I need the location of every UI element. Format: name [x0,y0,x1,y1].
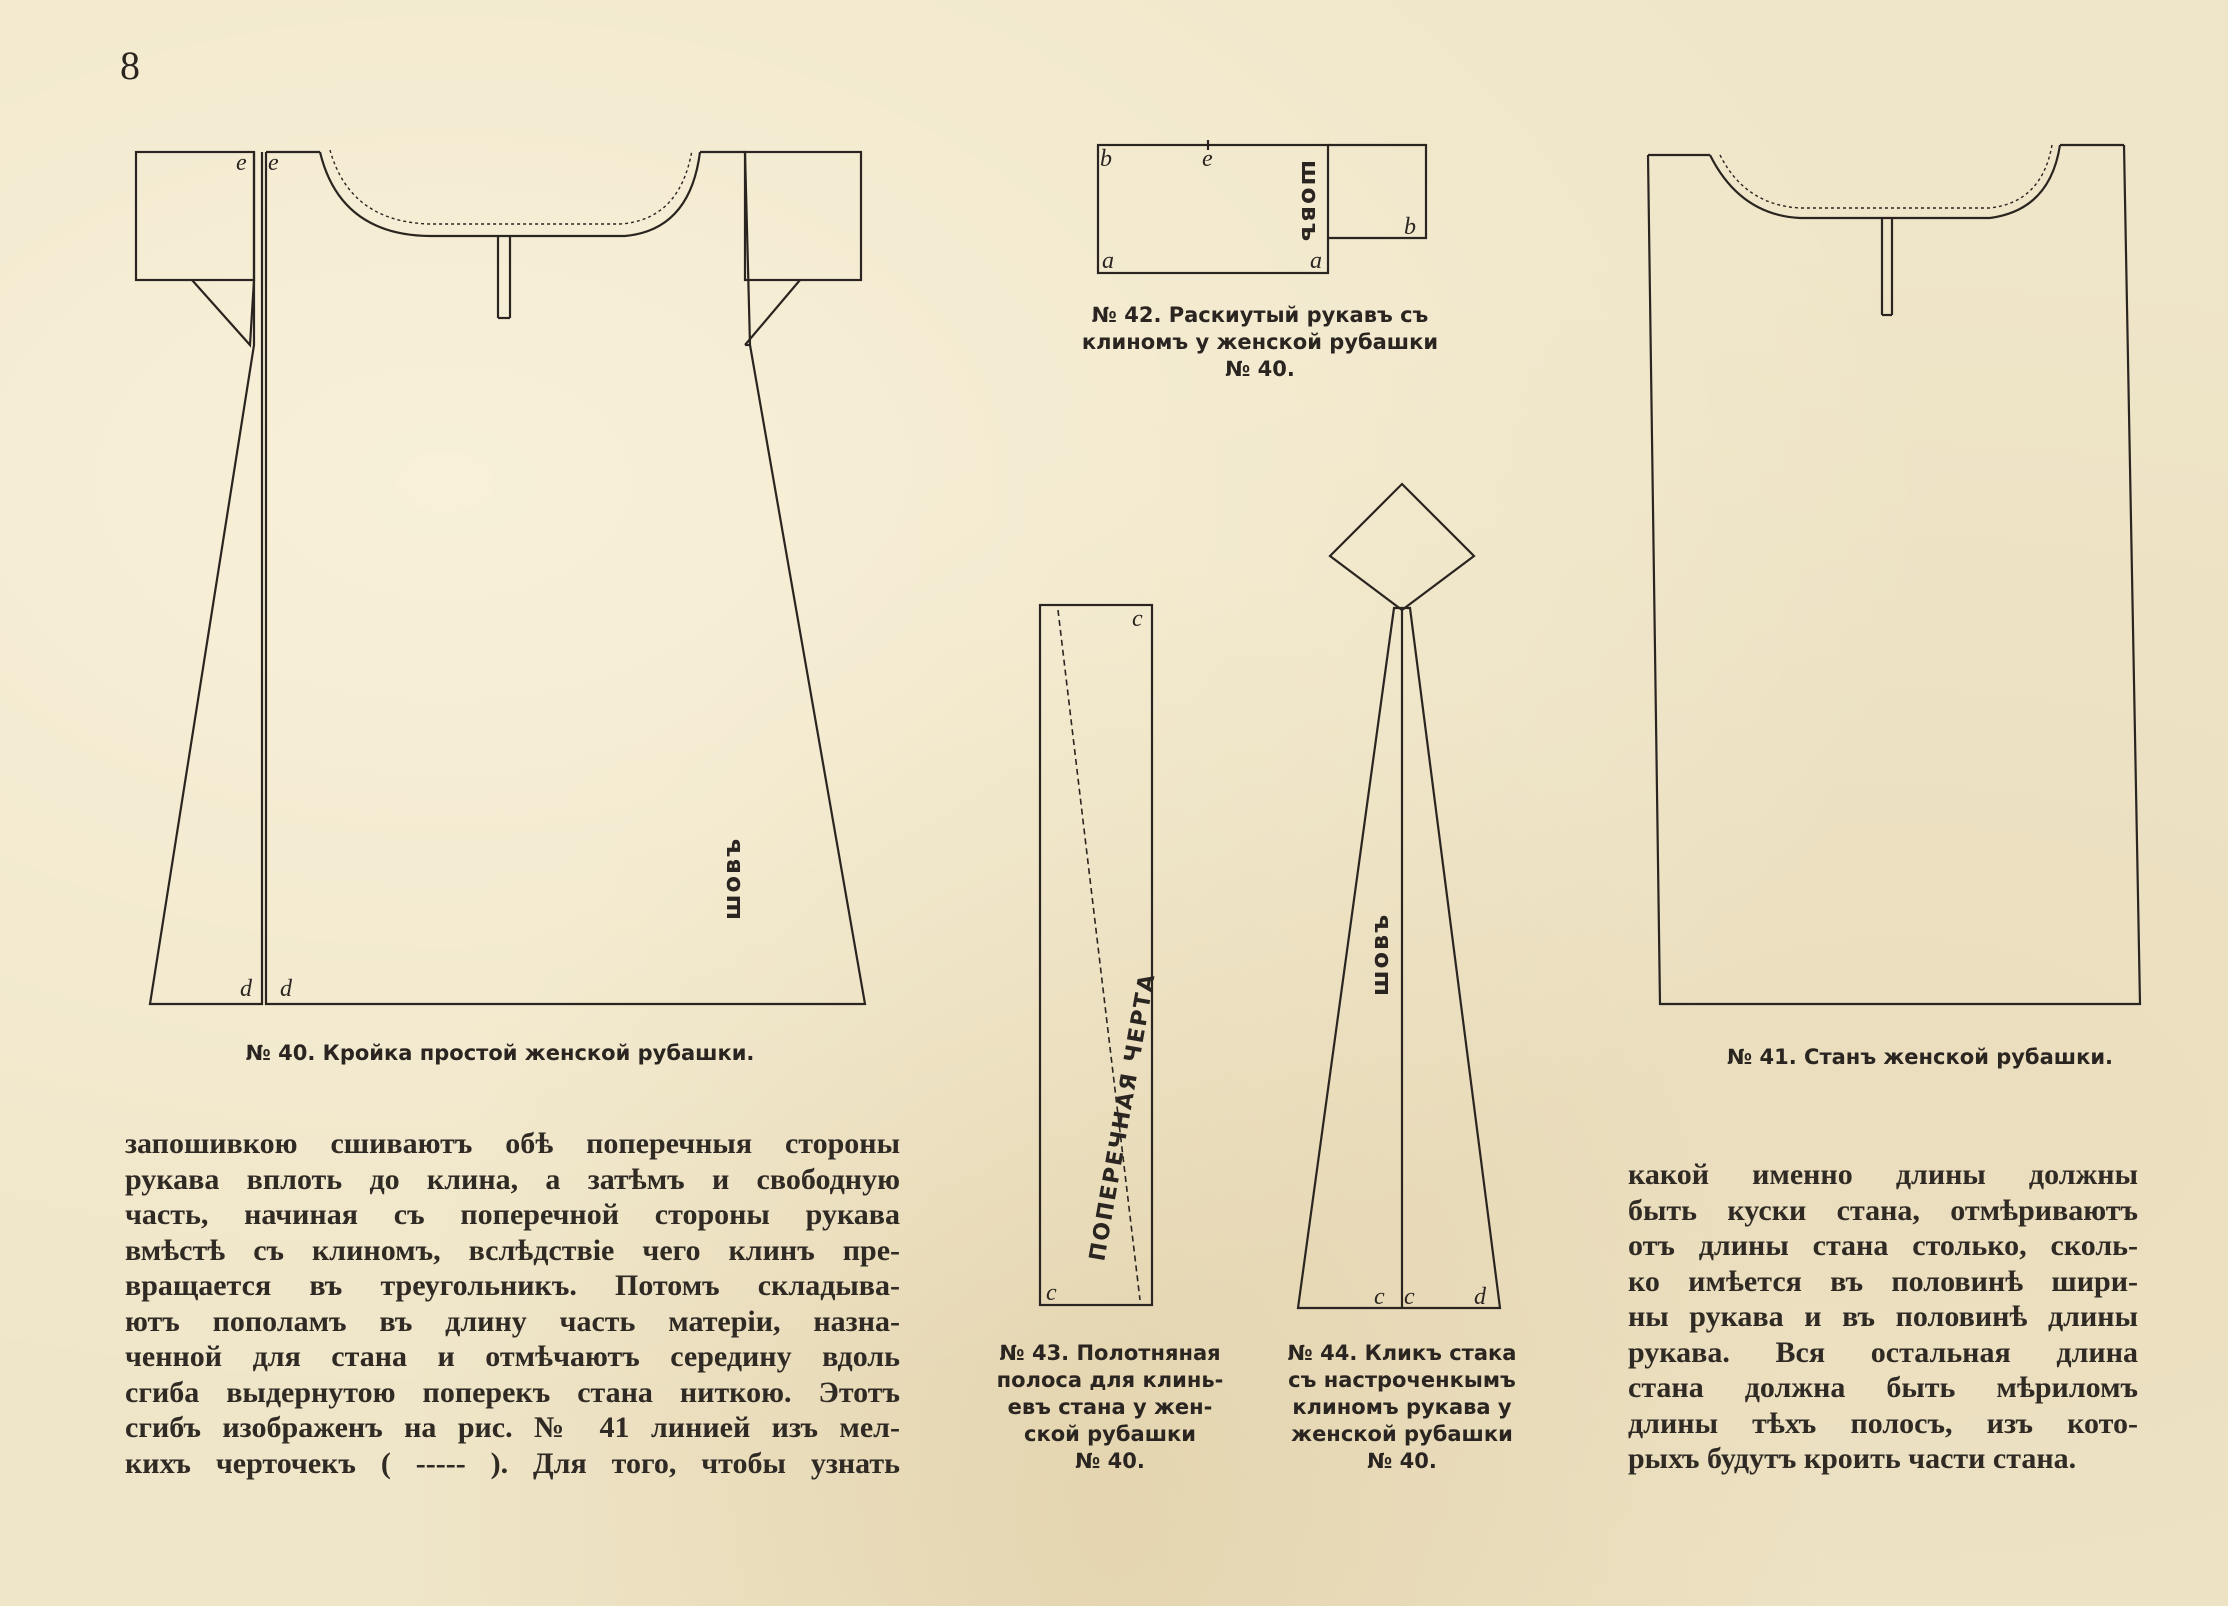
text-line: ко имѣется въ половинѣ шири- [1628,1264,2138,1298]
text-line: кихъ черточекъ ( ----- ). Для того, чтобы узнать [125,1446,900,1480]
page-number: 8 [120,43,140,88]
fig40-caption: № 40. Кройка простой женской рубашки. [245,1041,755,1065]
fig44-letter-c1: c [1374,1284,1385,1310]
figure-42-drawing [1098,140,1426,273]
fig42-seam-label: шовъ [1296,160,1324,244]
fig42-caption: № 42. Раскиутый рукавъ съ клиномъ у женской рубашки № 40. [1081,303,1439,381]
text-line: сгиба выдернутою поперекъ стана ниткою. Этотъ [125,1375,900,1409]
text-line: стана должна быть мѣриломъ [1628,1371,2138,1404]
fig40-letter-d2: d [280,976,292,1002]
text-line: вмѣстѣ съ клиномъ, вслѣдствіе чего клинъ пре- [125,1233,900,1267]
fig44-letter-d: d [1474,1284,1486,1310]
fig44-letter-c2: c [1404,1284,1415,1310]
fig42-letter-b1: b [1100,146,1112,172]
fig42-letter-a1: a [1102,248,1114,274]
fig41-caption: № 41. Станъ женской рубашки. [1726,1045,2114,1069]
fig44-seam-label: шовъ [1366,912,1394,996]
figure-44-drawing [1298,484,1500,1308]
figure-41-drawing [1648,145,2140,1004]
fig43-vertical-label: ПОПЕРЕЧНАЯ ЧЕРТА [1085,970,1161,1264]
text-line: отъ длины стана столько, сколь- [1628,1229,2138,1262]
fig43-letter-c2: c [1046,1280,1057,1306]
left-column-text [125,1126,900,1481]
text-line: рыхъ будутъ кроить части стана. [1628,1442,2077,1475]
fig43-caption: № 43. Полотняная полоса для клинь- евъ стана у жен- ской рубашки № 40. [996,1341,1224,1473]
figure-40-drawing [136,150,865,1004]
fig40-letter-d1: d [240,976,252,1002]
right-column-text [1628,1157,2138,1477]
text-line: рукава. Вся остальная длина [1628,1335,2138,1369]
text-line: запошивкою сшиваютъ обѣ поперечныя стороны [125,1127,900,1160]
text-line: ютъ пополамъ въ длину часть матеріи, назна- [125,1304,900,1338]
fig40-seam-label: шовъ [718,836,746,920]
text-line: вращается въ треугольникъ. Потомъ складыва- [125,1269,900,1302]
text-line: сгибъ изображенъ на рис. № 41 линией изъ мел- [125,1411,900,1444]
fig40-letter-e2: e [268,150,279,176]
fig42-letter-a2: a [1310,248,1322,274]
fig43-letter-c1: c [1132,606,1143,632]
fig40-letter-e1: e [236,150,247,176]
fig42-letter-e: e [1202,146,1213,172]
text-line: длины тѣхъ полосъ, изъ кото- [1628,1406,2138,1440]
text-line: ны рукава и въ половинѣ длины [1628,1300,2138,1333]
fig44-caption: № 44. Кликъ стака съ настроченкымъ клиномъ рукава у женской рубашки № 40. [1287,1341,1517,1473]
text-line: ченной для стана и отмѣчаютъ середину вдоль [125,1340,900,1373]
text-line: какой именно длины должны [1628,1158,2138,1191]
fig42-letter-b2: b [1404,214,1416,240]
text-line: часть, начиная съ поперечной стороны рукава [125,1198,900,1231]
text-line: быть куски стана, отмѣриваютъ [1628,1193,2138,1227]
text-line: рукава вплоть до клина, а затѣмъ и свободную [125,1162,900,1196]
